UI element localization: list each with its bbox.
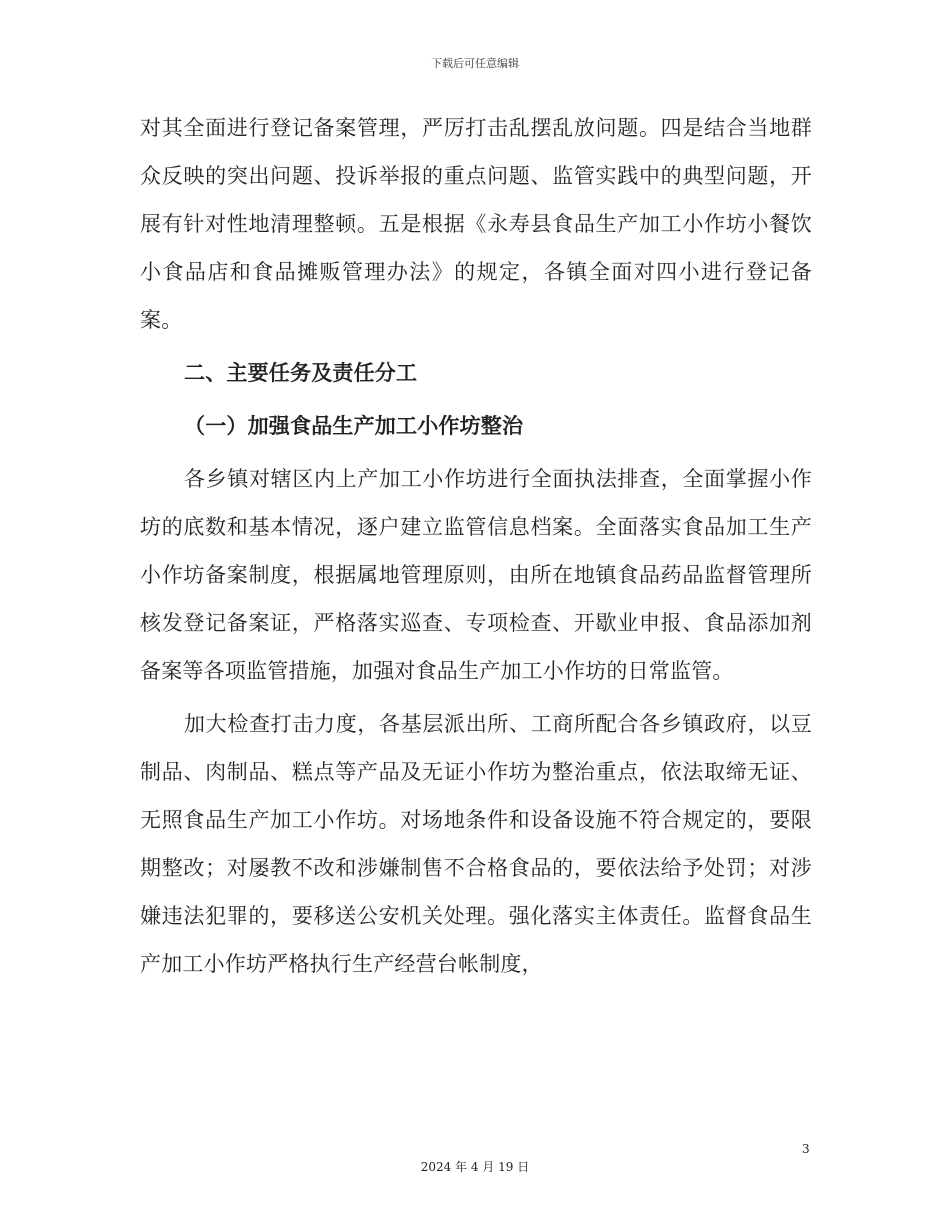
document-body: [140, 104, 812, 988]
page-header: 下载后可任意编辑: [431, 57, 519, 70]
page-footer-date: 2024 年 4 月 19 日: [420, 1160, 530, 1174]
section-heading: 二、主要任务及责任分工: [184, 361, 418, 385]
page-number: 3: [802, 1142, 810, 1156]
paragraph-enforcement: 加大检查打击力度，各基层派出所、工商所配合各乡镇政府，以豆制品、肉制品、糕点等产品及无证小作坊为整治重点，依法取缔无证、无照食品生产加工小作坊。对场地条件和设备设施不符合规定的，要限期整改；对屡教不改和涉嫌制售不合格食品的，要依法给予处罚；对涉嫌违法犯罪的，要移送公安机关处理。强化落实主体责任。监督食品生产加工小作坊严格执行生产经营台帐制度，: [140, 712, 812, 976]
subsection-heading: （一）加强食品生产加工小作坊整治: [184, 414, 524, 438]
paragraph-continuation: 对其全面进行登记备案管理，严厉打击乱摆乱放问题。四是结合当地群众反映的突出问题、投诉举报的重点问题、监管实践中的典型问题，开展有针对性地清理整顿。五是根据《永寿县食品生产加工小作坊小餐饮小食品店和食品摊贩管理办法》的规定，各镇全面对四小进行登记备案。: [140, 116, 812, 332]
paragraph-workshop-inspection: 各乡镇对辖区内上产加工小作坊进行全面执法排查，全面掌握小作坊的底数和基本情况，逐户建立监管信息档案。全面落实食品加工生产小作坊备案制度，根据属地管理原则，由所在地镇食品药品监督管理所核发登记备案证，严格落实巡查、专项检查、开歇业申报、食品添加剂备案等各项监管措施，加强对食品生产加工小作坊的日常监管。: [140, 467, 812, 683]
